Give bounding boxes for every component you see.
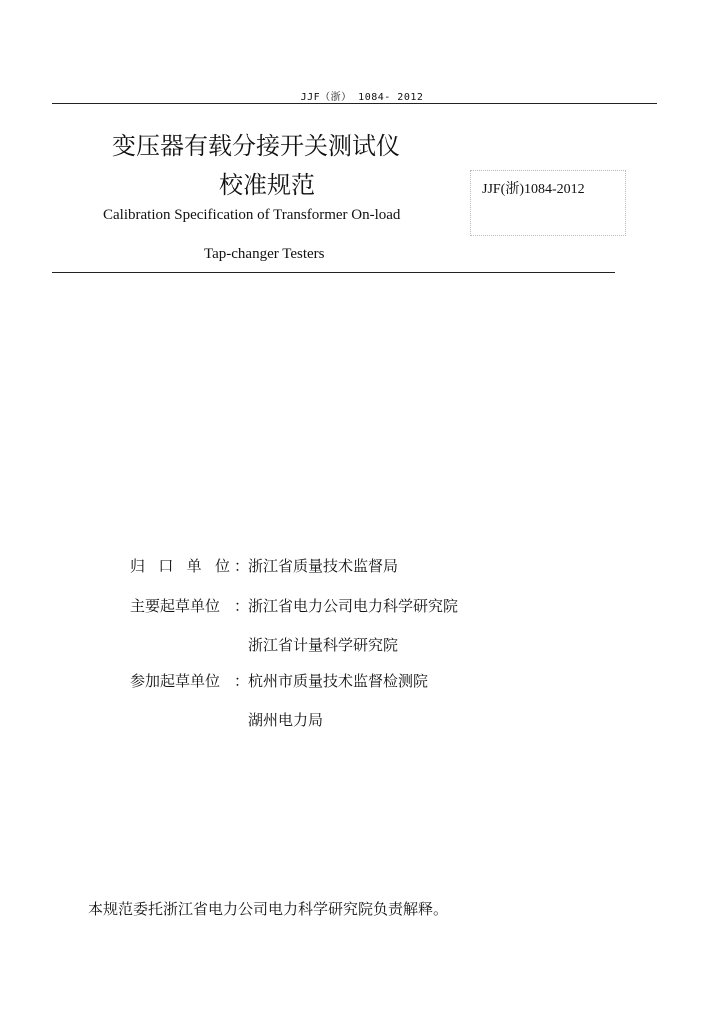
header-rule <box>52 103 657 104</box>
main-drafting-value-1: 浙江省电力公司电力科学研究院 <box>248 597 459 615</box>
colon: ： <box>234 672 250 690</box>
title-cn-line2: 校准规范 <box>219 171 315 199</box>
code-box-code: JJF(浙)1084-2012 <box>482 182 585 197</box>
title-cn-line1: 变压器有载分接开关测试仪 <box>112 132 400 160</box>
title-en-line2: Tap-changer Testers <box>204 246 325 262</box>
participating-value-1: 杭州市质量技术监督检测院 <box>248 672 429 690</box>
label-char: 位 <box>214 557 230 575</box>
title-en-line1: Calibration Specification of Transformer On-load <box>103 207 401 223</box>
label-char: 口 <box>158 557 174 575</box>
label-char: 单 <box>186 557 202 575</box>
footnote: 本规范委托浙江省电力公司电力科学研究院负责解释。 <box>88 900 449 918</box>
participating-value-2: 湖州电力局 <box>248 711 324 729</box>
main-drafting-label: 主要起草单位 <box>130 597 221 615</box>
label-char: 归 <box>130 557 146 575</box>
page-header: JJF（浙） 1084- 2012 <box>300 92 424 103</box>
responsible-unit-value: 浙江省质量技术监督局 <box>248 557 399 575</box>
colon: ： <box>234 557 250 575</box>
code-box <box>470 170 626 236</box>
participating-label: 参加起草单位 <box>130 672 221 690</box>
colon: ： <box>234 597 250 615</box>
main-drafting-value-2: 浙江省计量科学研究院 <box>248 636 399 654</box>
title-rule <box>52 272 615 273</box>
responsible-unit-label <box>130 555 242 576</box>
